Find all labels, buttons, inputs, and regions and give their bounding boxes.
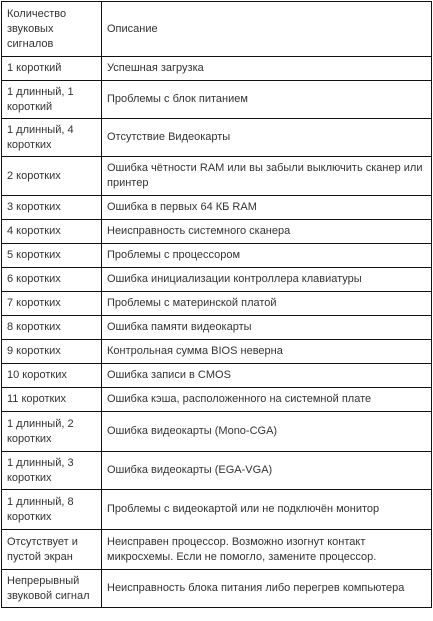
table-row	[2, 340, 432, 364]
table-row	[2, 316, 432, 340]
cell-description: Проблемы с материнской платой	[102, 292, 432, 316]
cell-description: Ошибка кэша, расположенного на системной плате	[102, 388, 432, 412]
cell-count: 1 длинный, 3 коротких	[2, 452, 102, 490]
table-row	[2, 157, 432, 196]
cell-description: Ошибка чётности RAM или вы забыли выключить сканер или принтер	[102, 157, 432, 196]
table-row	[2, 220, 432, 244]
cell-description: Неисправность блока питания либо перегрев компьютера	[102, 570, 432, 608]
table-row	[2, 81, 432, 119]
cell-count: 11 коротких	[2, 388, 102, 412]
cell-count: 1 длинный, 8 коротких	[2, 490, 102, 530]
table-row	[2, 388, 432, 412]
cell-description: Ошибка видеокарты (EGA-VGA)	[102, 452, 432, 490]
cell-description: Неисправность системного сканера	[102, 220, 432, 244]
cell-description: Успешная загрузка	[102, 57, 432, 81]
cell-description: Ошибка видеокарты (Mono-CGA)	[102, 412, 432, 452]
table-row	[2, 412, 432, 452]
table-row	[2, 244, 432, 268]
cell-count: 5 коротких	[2, 244, 102, 268]
cell-count: 9 коротких	[2, 340, 102, 364]
cell-count: 1 короткий	[2, 57, 102, 81]
header-count: Количество звуковых сигналов	[2, 2, 102, 57]
cell-count: 8 коротких	[2, 316, 102, 340]
cell-count: Отсутствует и пустой экран	[2, 530, 102, 570]
table-row	[2, 268, 432, 292]
cell-count: 10 коротких	[2, 364, 102, 388]
cell-count: 4 коротких	[2, 220, 102, 244]
cell-description: Проблемы с процессором	[102, 244, 432, 268]
cell-count: 7 коротких	[2, 292, 102, 316]
table-row	[2, 530, 432, 570]
table-row	[2, 119, 432, 157]
beep-codes-table	[1, 1, 432, 608]
cell-description: Проблемы с видеокартой или не подключён монитор	[102, 490, 432, 530]
cell-count: 6 коротких	[2, 268, 102, 292]
cell-count: 2 коротких	[2, 157, 102, 196]
cell-description: Контрольная сумма BIOS неверна	[102, 340, 432, 364]
header-description: Описание	[102, 2, 432, 57]
table-row	[2, 292, 432, 316]
cell-count: 1 длинный, 4 коротких	[2, 119, 102, 157]
cell-count: 1 длинный, 1 короткий	[2, 81, 102, 119]
cell-description: Проблемы с блок питанием	[102, 81, 432, 119]
table-header-row	[2, 2, 432, 57]
cell-description: Ошибка в первых 64 КБ RAM	[102, 196, 432, 220]
cell-count: 1 длинный, 2 коротких	[2, 412, 102, 452]
cell-count: 3 коротких	[2, 196, 102, 220]
cell-description: Ошибка инициализации контроллера клавиатуры	[102, 268, 432, 292]
cell-description: Неисправен процессор. Возможно изогнут контакт микросхемы. Если не помогло, замените процессор.	[102, 530, 432, 570]
table-row	[2, 490, 432, 530]
cell-description: Ошибка записи в CMOS	[102, 364, 432, 388]
table-row	[2, 452, 432, 490]
cell-count: Непрерывный звуковой сигнал	[2, 570, 102, 608]
table-row	[2, 570, 432, 608]
table-row	[2, 364, 432, 388]
table-row	[2, 57, 432, 81]
cell-description: Ошибка памяти видеокарты	[102, 316, 432, 340]
table-row	[2, 196, 432, 220]
cell-description: Отсутствие Видеокарты	[102, 119, 432, 157]
